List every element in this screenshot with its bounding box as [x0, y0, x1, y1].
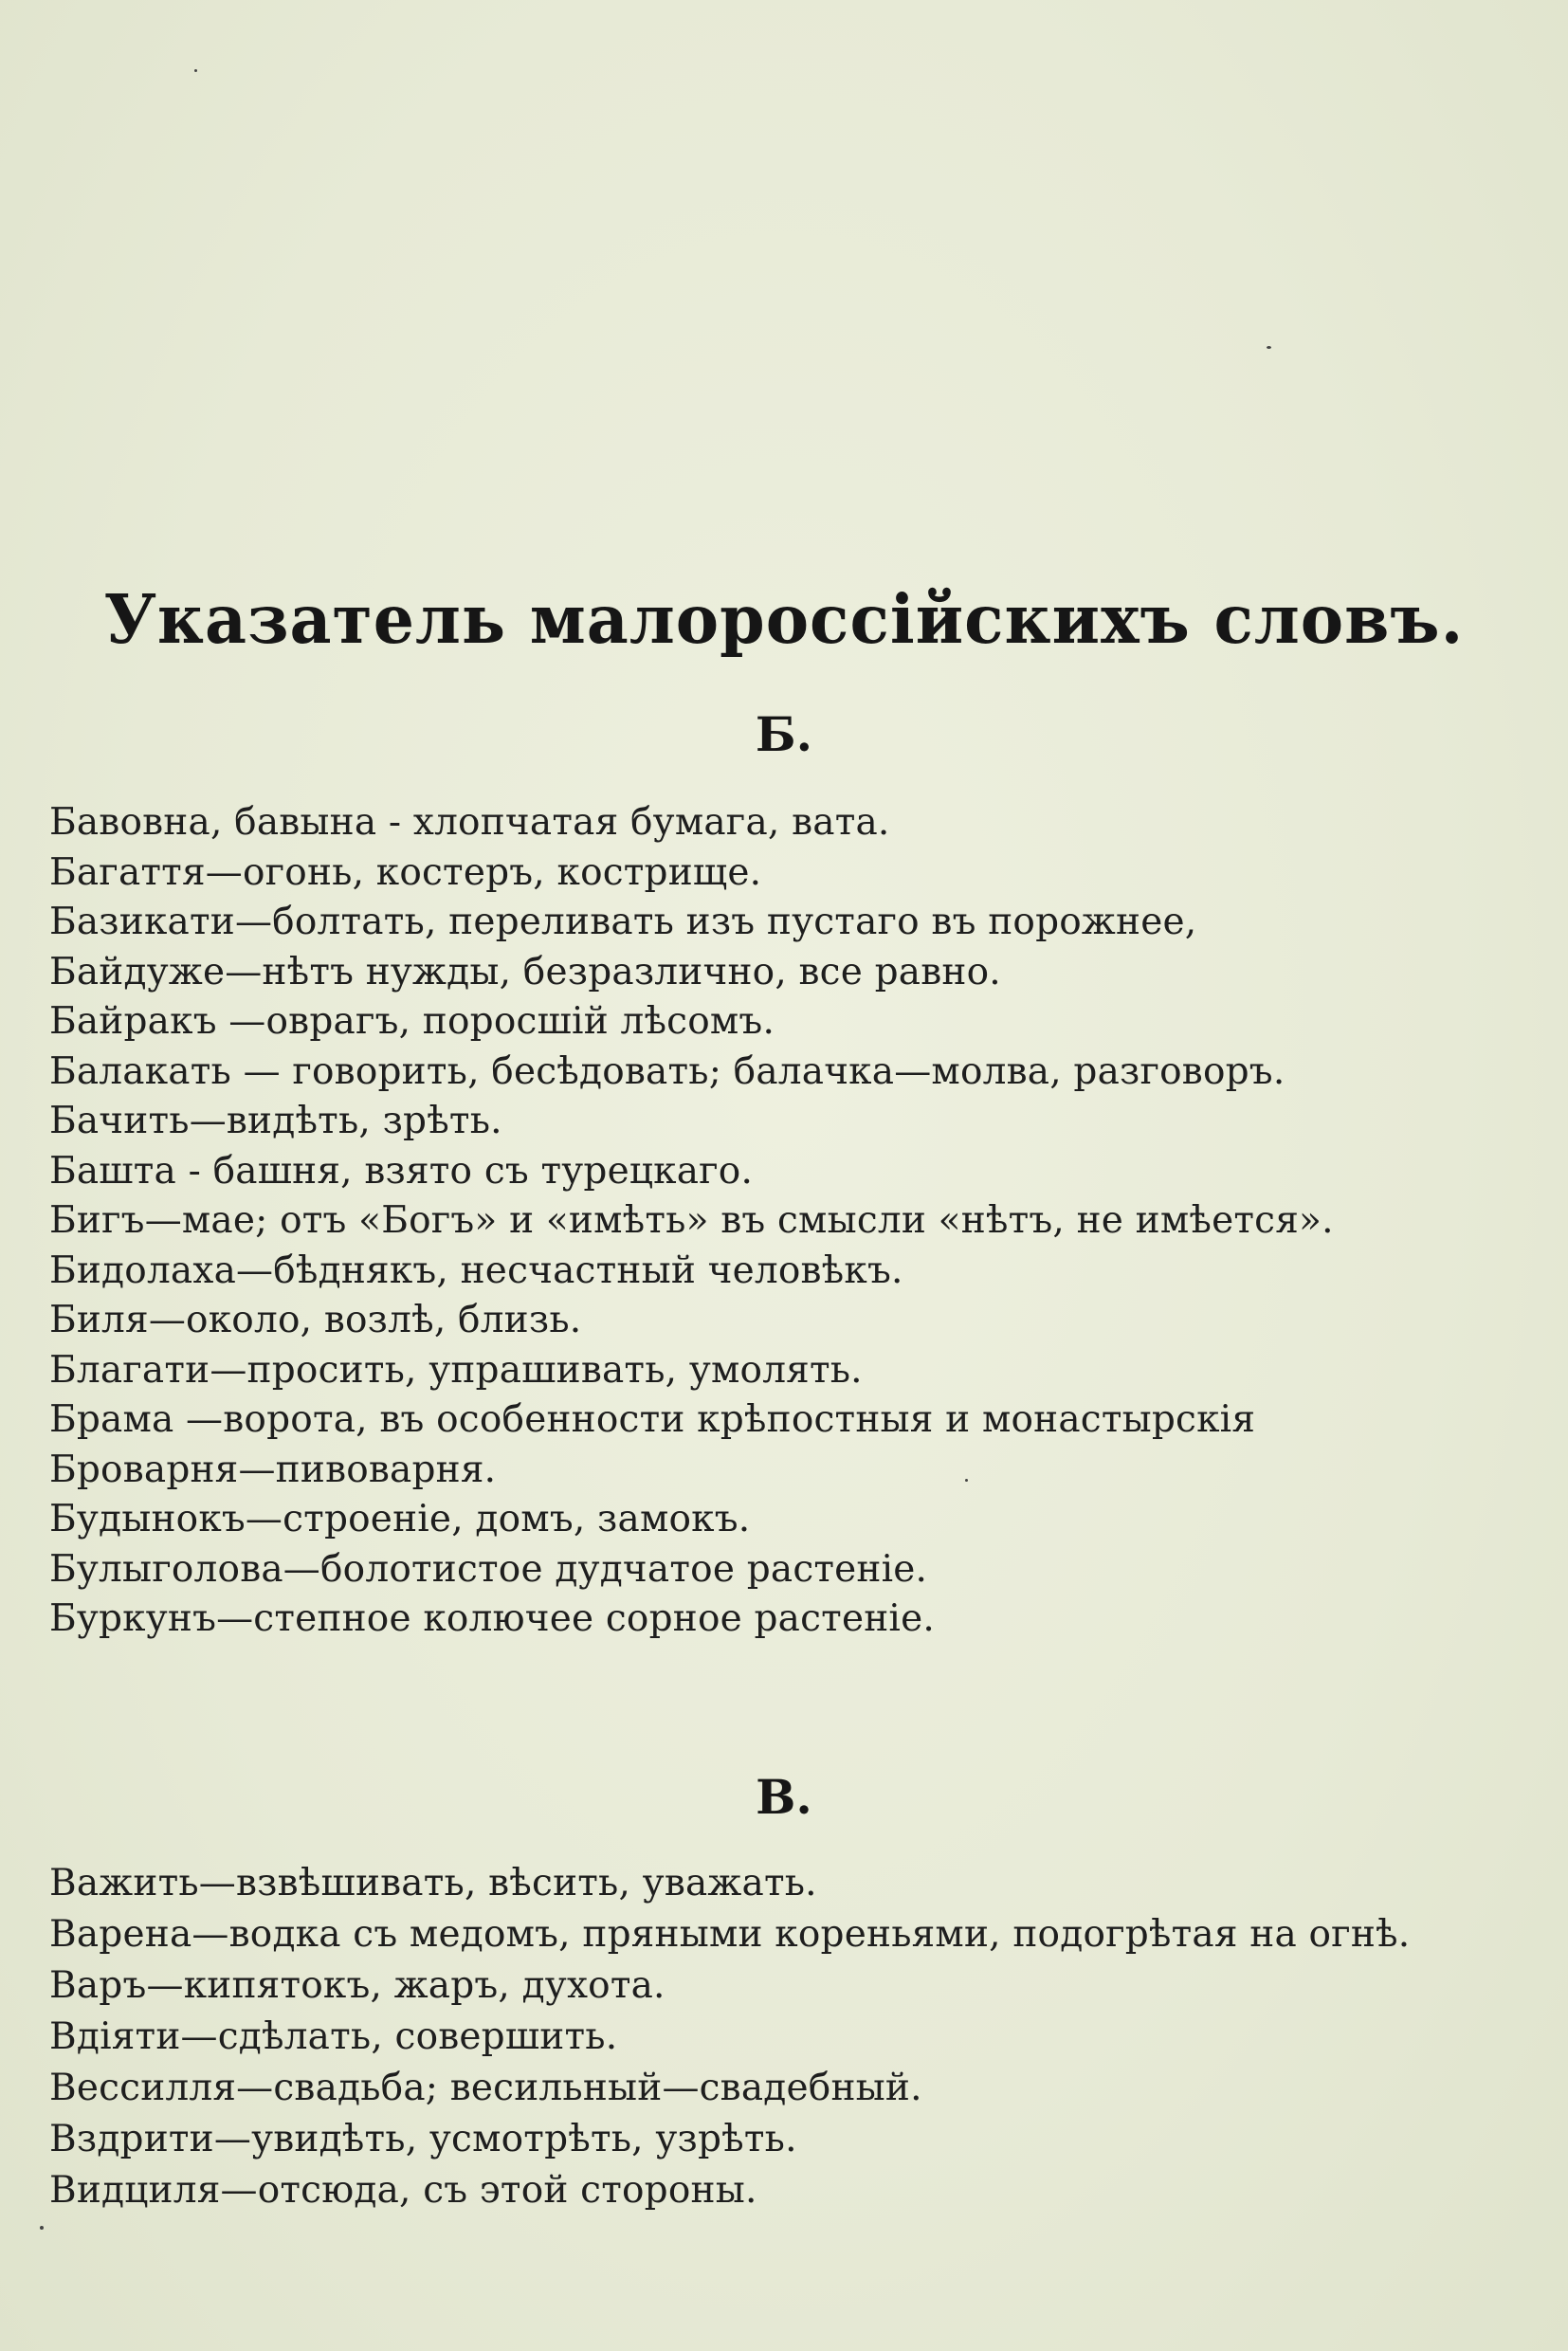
glossary-entry: Базикати—болтать, переливать изъ пустаго въ порожнее,	[49, 901, 1197, 943]
glossary-entry: Бигъ—мае; отъ «Богъ» и «имѣть» въ смысли «нѣтъ, не имѣется».	[49, 1199, 1334, 1242]
glossary-list-v	[49, 1858, 1528, 2216]
glossary-entry: Багаття—огонь, костеръ, кострище.	[49, 850, 762, 894]
glossary-entry: Балакать — говорить, бесѣдовать; балачка—молва, разговоръ.	[49, 1049, 1285, 1093]
glossary-entry: Вздрити—увидѣть, усмотрѣть, узрѣть.	[49, 2118, 797, 2160]
page-title: Указатель малороссійскихъ словъ.	[103, 579, 1465, 660]
glossary-entry: Бачить—видѣть, зрѣть.	[49, 1100, 502, 1142]
glossary-entry: Видциля—отсюда, съ этой стороны.	[49, 2169, 757, 2212]
glossary-entry: Байракъ —оврагъ, поросшій лѣсомъ.	[49, 1000, 775, 1043]
glossary-entry: Башта - башня, взято съ турецкаго.	[49, 1149, 754, 1193]
paper-speck	[194, 69, 197, 72]
glossary-entry: Бидолаха—бѣднякъ, несчастный человѣкъ.	[49, 1248, 903, 1292]
paper-speck	[1267, 346, 1271, 349]
section-heading-b: Б.	[755, 706, 813, 762]
paper-speck	[965, 1479, 968, 1482]
glossary-list-b	[49, 798, 1528, 1645]
glossary-entry: Бавовна, бавына - хлопчатая бумага, вата.	[49, 801, 890, 844]
glossary-entry: Биля—около, возлѣ, близь.	[49, 1299, 582, 1341]
glossary-entry: Броварня—пивоварня.	[49, 1448, 497, 1491]
glossary-entry: Варъ—кипятокъ, жаръ, духота.	[49, 1964, 665, 2007]
section-heading-v: В.	[756, 1769, 812, 1825]
glossary-entry: Буркунъ—степное колючее сорное растеніе.	[49, 1597, 935, 1640]
glossary-entry: Брама —ворота, въ особенности крѣпостныя и монастырскія	[49, 1398, 1256, 1441]
glossary-entry: Вессилля—свадьба; весильный—свадебный.	[49, 2067, 922, 2109]
paper-speck	[40, 2226, 44, 2230]
glossary-entry: Благати—просить, упрашивать, умолять.	[49, 1348, 863, 1392]
glossary-entry: Булыголова—болотистое дудчатое растеніе.	[49, 1547, 928, 1591]
glossary-entry: Байдуже—нѣтъ нужды, безразлично, все равно.	[49, 950, 1001, 993]
glossary-entry: Вдіяти—сдѣлать, совершить.	[49, 2015, 618, 2058]
glossary-entry: Важить—взвѣшивать, вѣсить, уважать.	[49, 1862, 817, 1904]
glossary-entry: Будынокъ—строеніе, домъ, замокъ.	[49, 1498, 751, 1540]
glossary-entry: Варена—водка съ медомъ, пряными кореньями, подогрѣтая на огнѣ.	[49, 1913, 1411, 1956]
